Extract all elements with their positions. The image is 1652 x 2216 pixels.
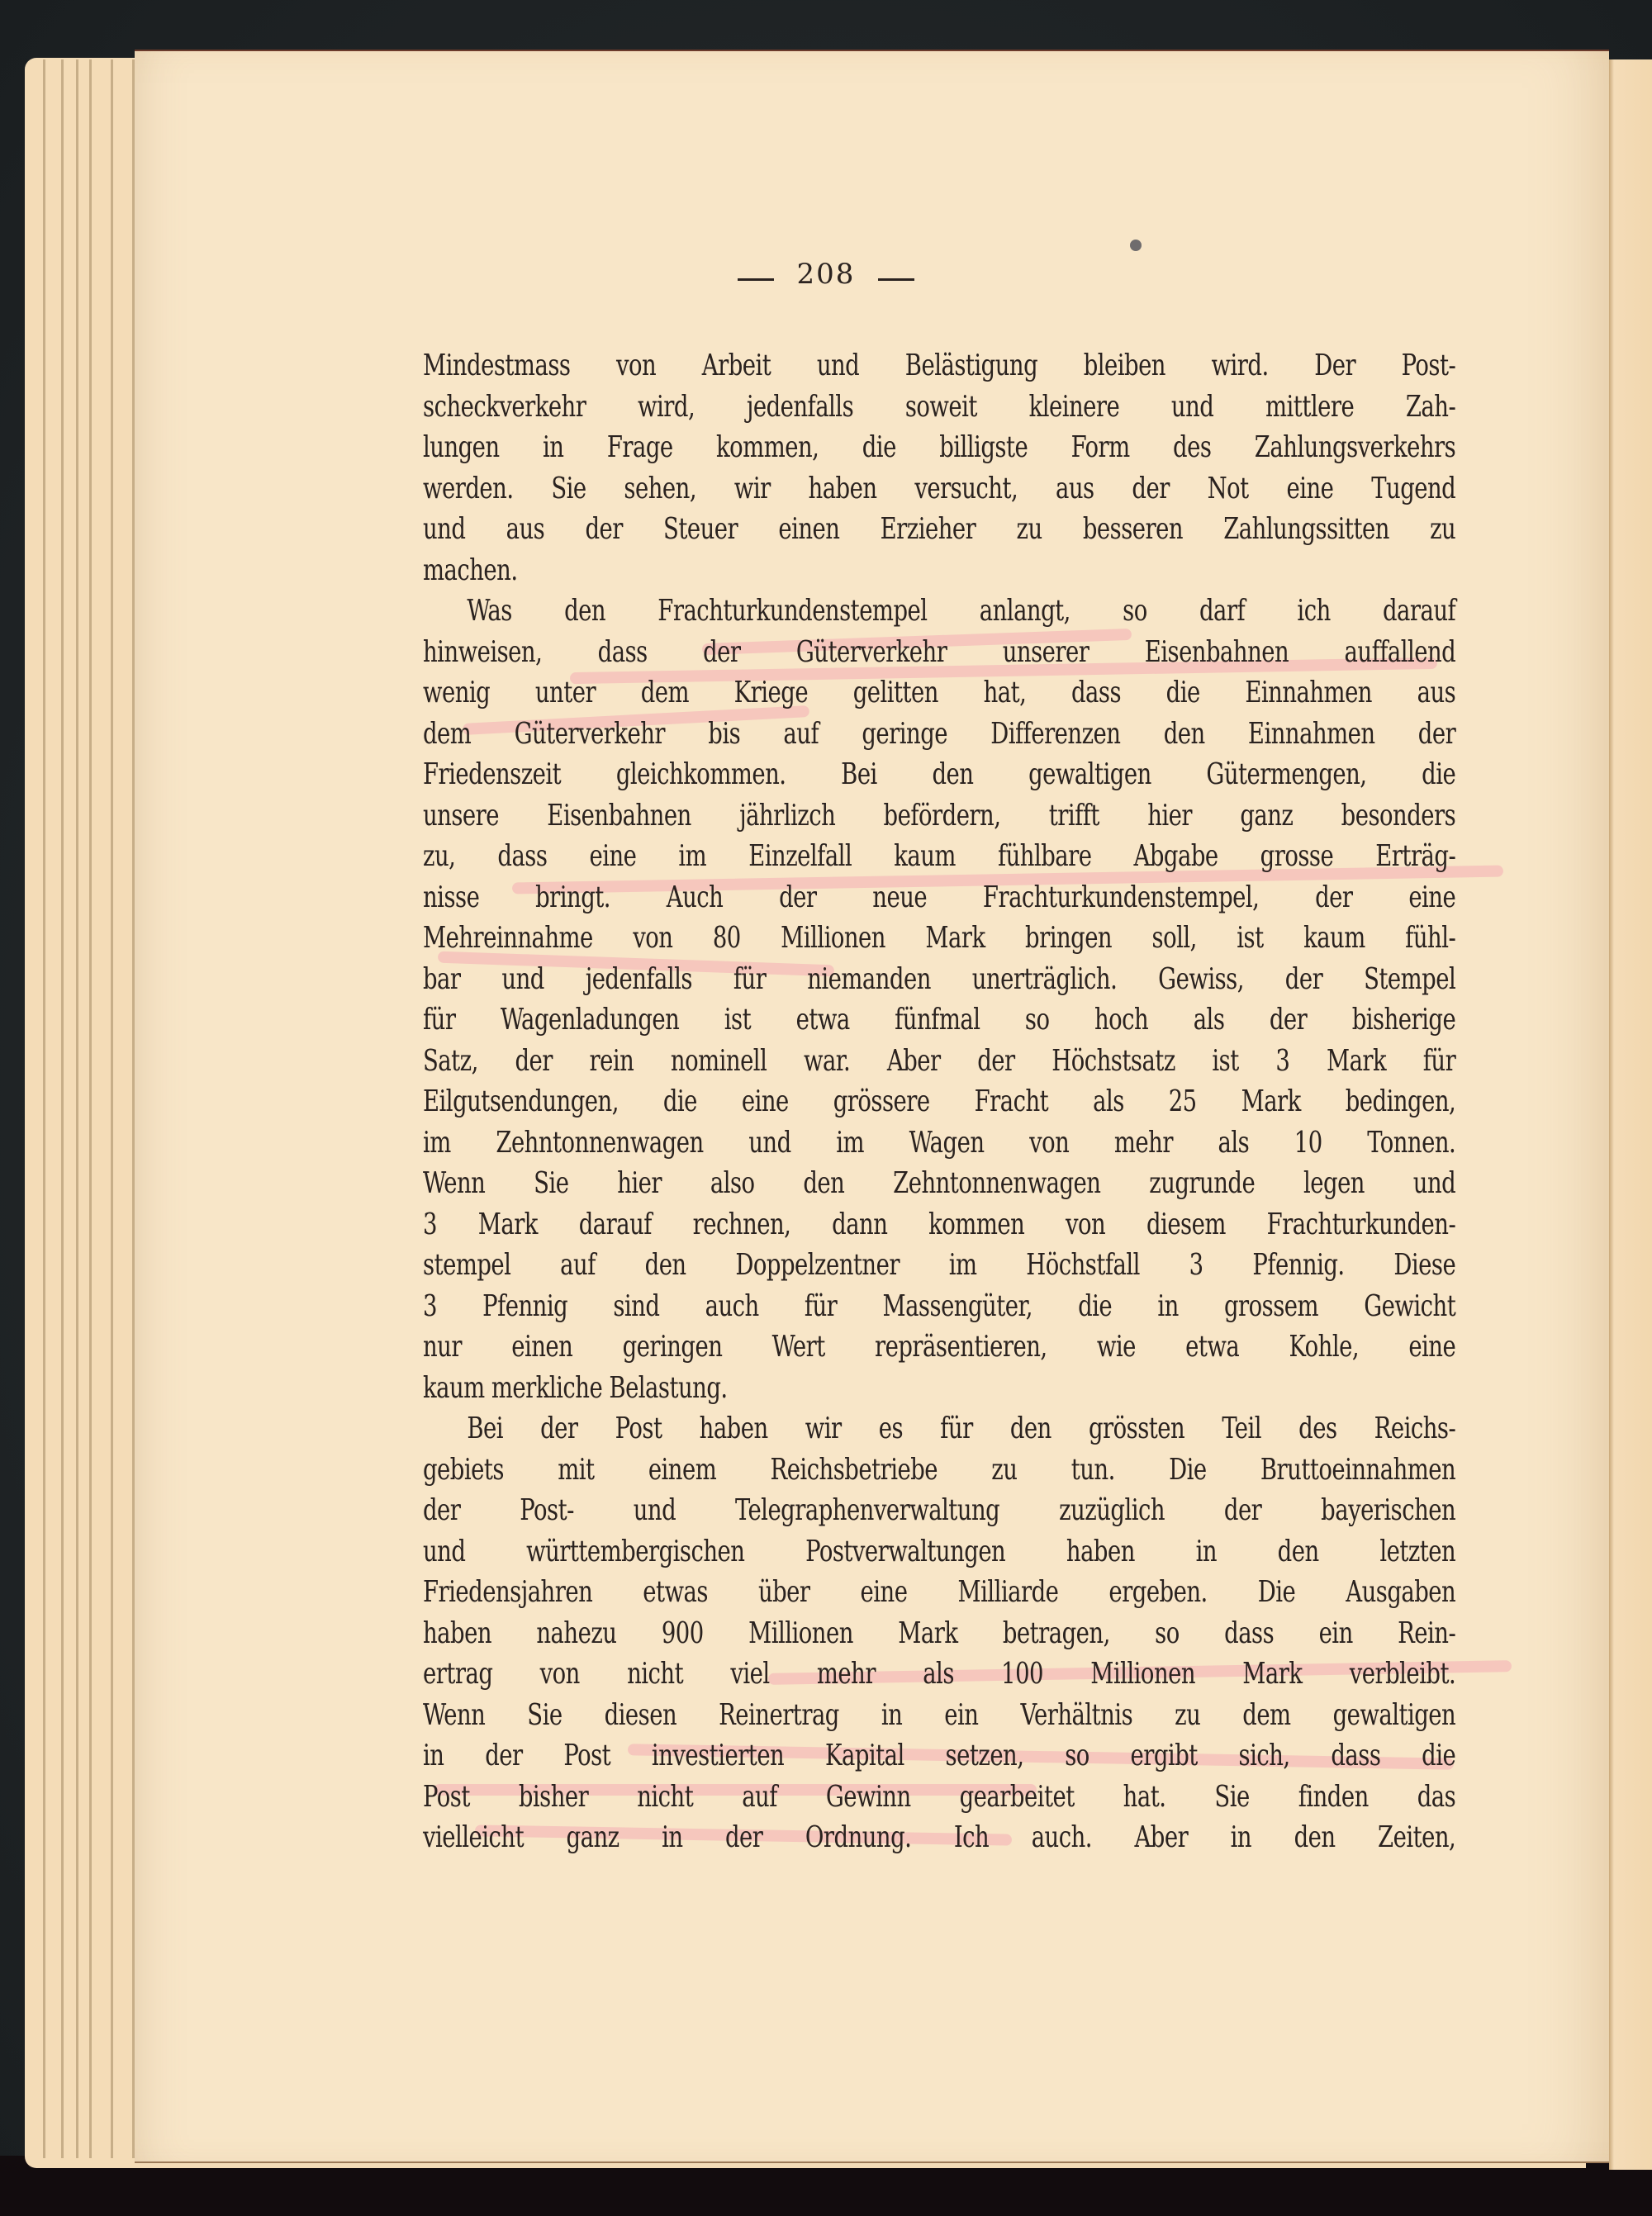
text-line: Bei der Post haben wir es für den grössten Teil des Reichs- <box>467 1412 1456 1445</box>
text-line: scheckverkehr wird, jedenfalls soweit kleinere und mittlere Zah- <box>423 389 1456 424</box>
text-line: Wenn Sie hier also den Zehntonnenwagen zugrunde legen und <box>423 1166 1456 1200</box>
text-line: Satz, der rein nominell war. Aber der Höchstsatz ist 3 Mark für <box>423 1043 1456 1078</box>
text-line: und württembergischen Postverwaltungen haben in den letzten <box>423 1534 1456 1568</box>
facing-page-edge <box>1609 59 1652 2170</box>
text-line: haben nahezu 900 Millionen Mark betragen, so dass ein Rein- <box>423 1616 1456 1650</box>
text-line: stempel auf den Doppelzentner im Höchstfall 3 Pfennig. Diese <box>423 1248 1456 1282</box>
text-line: nisse bringt. Auch der neue Frachturkundenstempel, der eine <box>423 880 1456 914</box>
page-number: 208 <box>796 258 856 291</box>
text-line: der Post- und Telegraphenverwaltung zuzüglich der bayerischen <box>423 1493 1456 1527</box>
text-line: hinweisen, dass der Güterverkehr unserer Eisenbahnen auffallend <box>423 634 1456 669</box>
text-line: in der Post investierten Kapital setzen, so ergibt sich, dass die <box>423 1739 1456 1772</box>
text-line: Friedenszeit gleichkommen. Bei den gewaltigen Gütermengen, die <box>423 757 1456 791</box>
text-line: 3 Mark darauf rechnen, dann kommen von diesem Frachturkunden- <box>423 1207 1456 1241</box>
text-line: lungen in Frage kommen, die billigste Form des Zahlungsverkehrs <box>423 430 1456 464</box>
text-line: kaum merkliche Belastung. <box>423 1370 728 1405</box>
text-line: Was den Frachturkundenstempel anlangt, so darf ich darauf <box>467 594 1456 628</box>
text-line: unsere Eisenbahnen jährlizch befördern, trifft hier ganz besonders <box>423 798 1456 833</box>
ink-spot <box>1130 240 1142 251</box>
text-line: Eilgutsendungen, die eine grössere Fracht als 25 Mark bedingen, <box>423 1084 1456 1118</box>
text-line: Wenn Sie diesen Reinertrag in ein Verhältnis zu dem gewaltigen <box>423 1697 1456 1732</box>
text-line: Mindestmass von Arbeit und Belästigung bleiben wird. Der Post- <box>423 349 1456 382</box>
paragraph-2 <box>423 591 1455 1408</box>
page-leaf-edge <box>43 59 45 2158</box>
text-line: 3 Pfennig sind auch für Massengüter, die in grossem Gewicht <box>423 1288 1456 1323</box>
body-text <box>423 345 1455 1858</box>
text-line: machen. <box>423 553 518 587</box>
text-line: und aus der Steuer einen Erzieher zu besseren Zahlungssitten zu <box>423 512 1456 546</box>
text-line: Post bisher nicht auf Gewinn gearbeitet hat. Sie finden das <box>423 1779 1456 1814</box>
paragraph-3 <box>423 1408 1455 1858</box>
text-line: gebiets mit einem Reichsbetriebe zu tun. Die Bruttoeinnahmen <box>423 1452 1456 1487</box>
page-leaf-edge <box>89 59 92 2158</box>
text-line: Mehreinnahme von 80 Millionen Mark bringen soll, ist kaum fühl- <box>423 921 1456 955</box>
page-leaf-edge <box>76 59 78 2158</box>
text-line: zu, dass eine im Einzelfall kaum fühlbare Abgabe grosse Erträg- <box>423 839 1456 873</box>
text-line: werden. Sie sehen, wir haben versucht, aus der Not eine Tugend <box>423 471 1456 505</box>
text-line: ertrag von nicht viel mehr als 100 Millionen Mark verbleibt. <box>423 1657 1456 1691</box>
text-line: nur einen geringen Wert repräsentieren, wie etwa Kohle, eine <box>423 1330 1456 1364</box>
text-line: Friedensjahren etwas über eine Milliarde ergeben. Die Ausgaben <box>423 1575 1456 1609</box>
page-leaf-edge <box>61 59 64 2158</box>
paragraph-1 <box>423 345 1455 591</box>
text-line: bar und jedenfalls für niemanden unerträglich. Gewiss, der Stempel <box>423 961 1456 996</box>
page-leaf-edge <box>111 59 113 2158</box>
text-line: für Wagenladungen ist etwa fünfmal so hoch als der bisherige <box>423 1003 1456 1037</box>
text-line: wenig unter dem Kriege gelitten hat, dass die Einnahmen aus <box>423 676 1456 709</box>
text-line: im Zehntonnenwagen und im Wagen von mehr als 10 Tonnen. <box>423 1125 1456 1160</box>
text-line: vielleicht ganz in der Ordnung. Ich auch. Aber in den Zeiten, <box>423 1820 1456 1854</box>
text-line: dem Güterverkehr bis auf geringe Differenzen den Einnahmen der <box>423 716 1456 751</box>
